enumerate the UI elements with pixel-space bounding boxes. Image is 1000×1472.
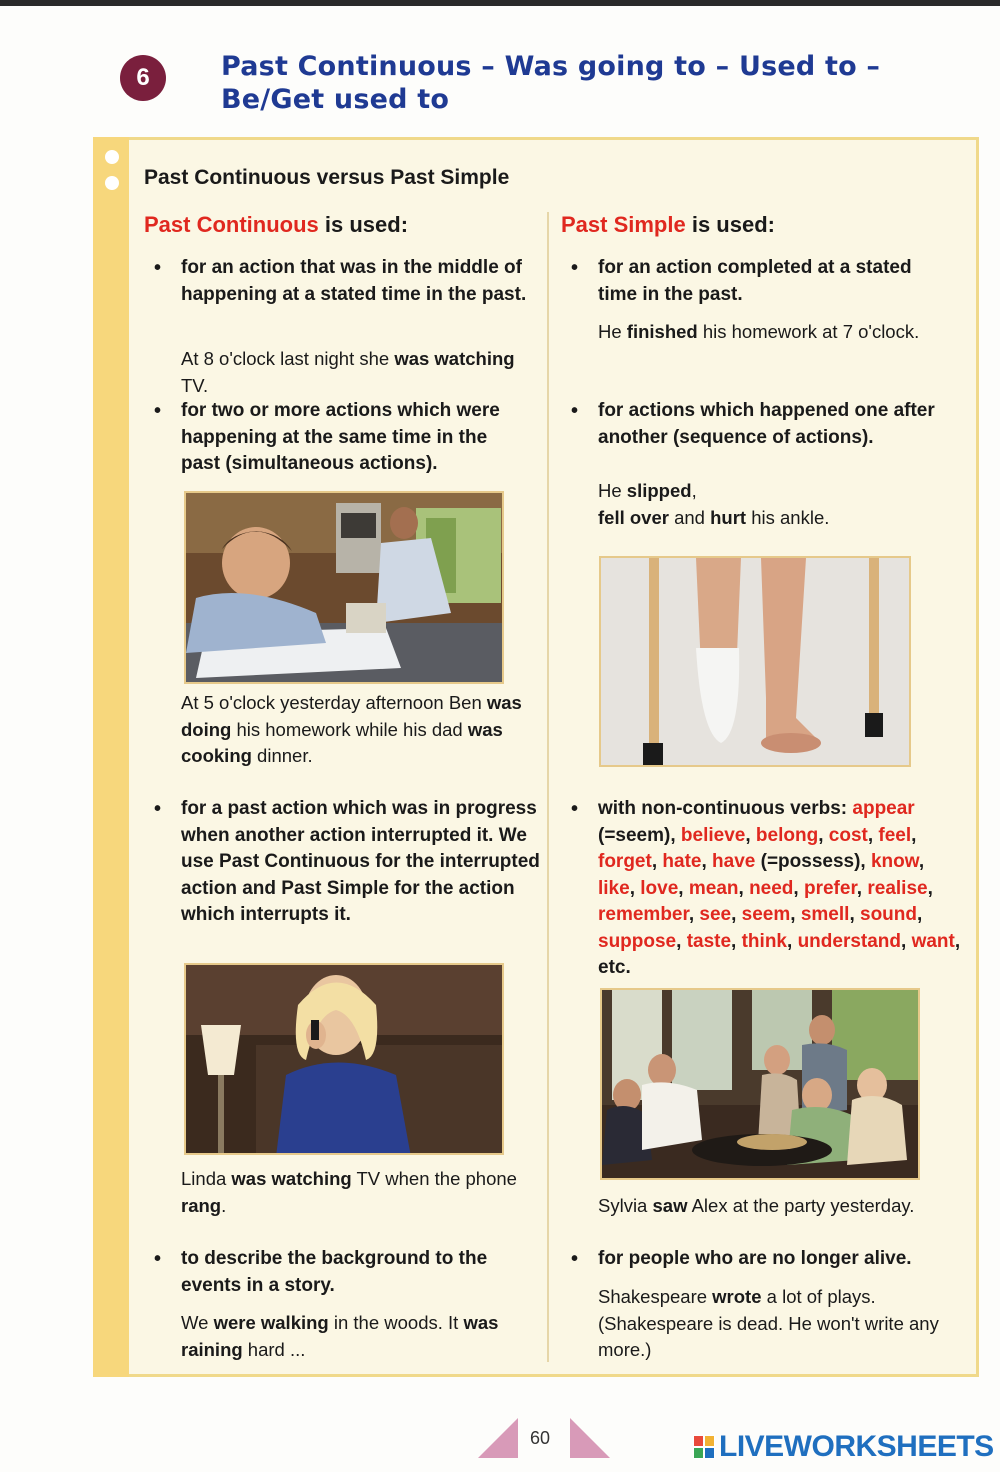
left-example-2: At 5 o'clock yesterday afternoon Ben was doing his homework while his dad was cooking dinner. (181, 692, 522, 766)
unit-number-badge: 6 (120, 55, 166, 101)
right-bullet-1: • for an action completed at a stated time in the past. (571, 257, 912, 305)
liveworksheets-logo: LIVEWORKSHEETS (693, 1430, 994, 1464)
strip-dot (105, 150, 119, 164)
left-bullet-2: • for two or more actions which were happening at the same time in the past (simultaneous actions). (154, 400, 500, 474)
left-bullet-3: • for a past action which was in progress when another action interrupted it. We use Past Continuous for the interrupted action and Past Simple for the action which interrupts it. (154, 798, 540, 925)
left-column-heading: Past Continuous is used: (144, 212, 409, 237)
strip-dot (105, 176, 119, 190)
panel-side-strip (93, 137, 129, 1377)
left-example-4: We were walking in the woods. It was raining hard ... (181, 1312, 499, 1360)
left-example-1: At 8 o'clock last night she was watching TV. (181, 348, 515, 396)
left-example-3: Linda was watching TV when the phone rang. (181, 1168, 517, 1216)
right-bullet-3: • with non-continuous verbs: appear (=seem), believe, belong, cost, feel, forget, hate, have (=possess), know, like, love, mean, need, prefer, realise, remember, see, seem, smell, sound, suppose, taste, think, understand, want, etc. (571, 798, 961, 978)
crutches-photo (599, 556, 911, 767)
homework-photo (184, 491, 504, 684)
left-bullet-4: • to describe the background to the events in a story. (154, 1248, 488, 1296)
right-example-2: He slipped, fell over and hurt his ankle. (598, 480, 830, 528)
left-bullet-1: • for an action that was in the middle of happening at a stated time in the past. (154, 257, 527, 305)
top-rule (0, 0, 1000, 6)
party-photo (600, 988, 920, 1180)
right-bullet-2: • for actions which happened one after another (sequence of actions). (571, 400, 935, 448)
liveworksheets-icon (693, 1435, 715, 1459)
section-title: Past Continuous versus Past Simple (144, 166, 510, 189)
right-column-heading: Past Simple is used: (561, 212, 775, 237)
right-example-4: Shakespeare wrote a lot of plays. (Shakespeare is dead. He won't write any more.) (598, 1286, 939, 1360)
page-number: 60 (530, 1428, 551, 1448)
right-bullet-4: • for people who are no longer alive. (571, 1248, 912, 1270)
page-left-triangle (478, 1418, 518, 1458)
page-right-triangle (570, 1418, 610, 1458)
column-divider (547, 212, 549, 1362)
right-example-3: Sylvia saw Alex at the party yesterday. (598, 1195, 915, 1216)
right-example-1: He finished his homework at 7 o'clock. (598, 321, 920, 342)
phone-photo (184, 963, 504, 1155)
page-title: Past Continuous – Was going to – Used to – Be/Get used to (221, 51, 881, 115)
